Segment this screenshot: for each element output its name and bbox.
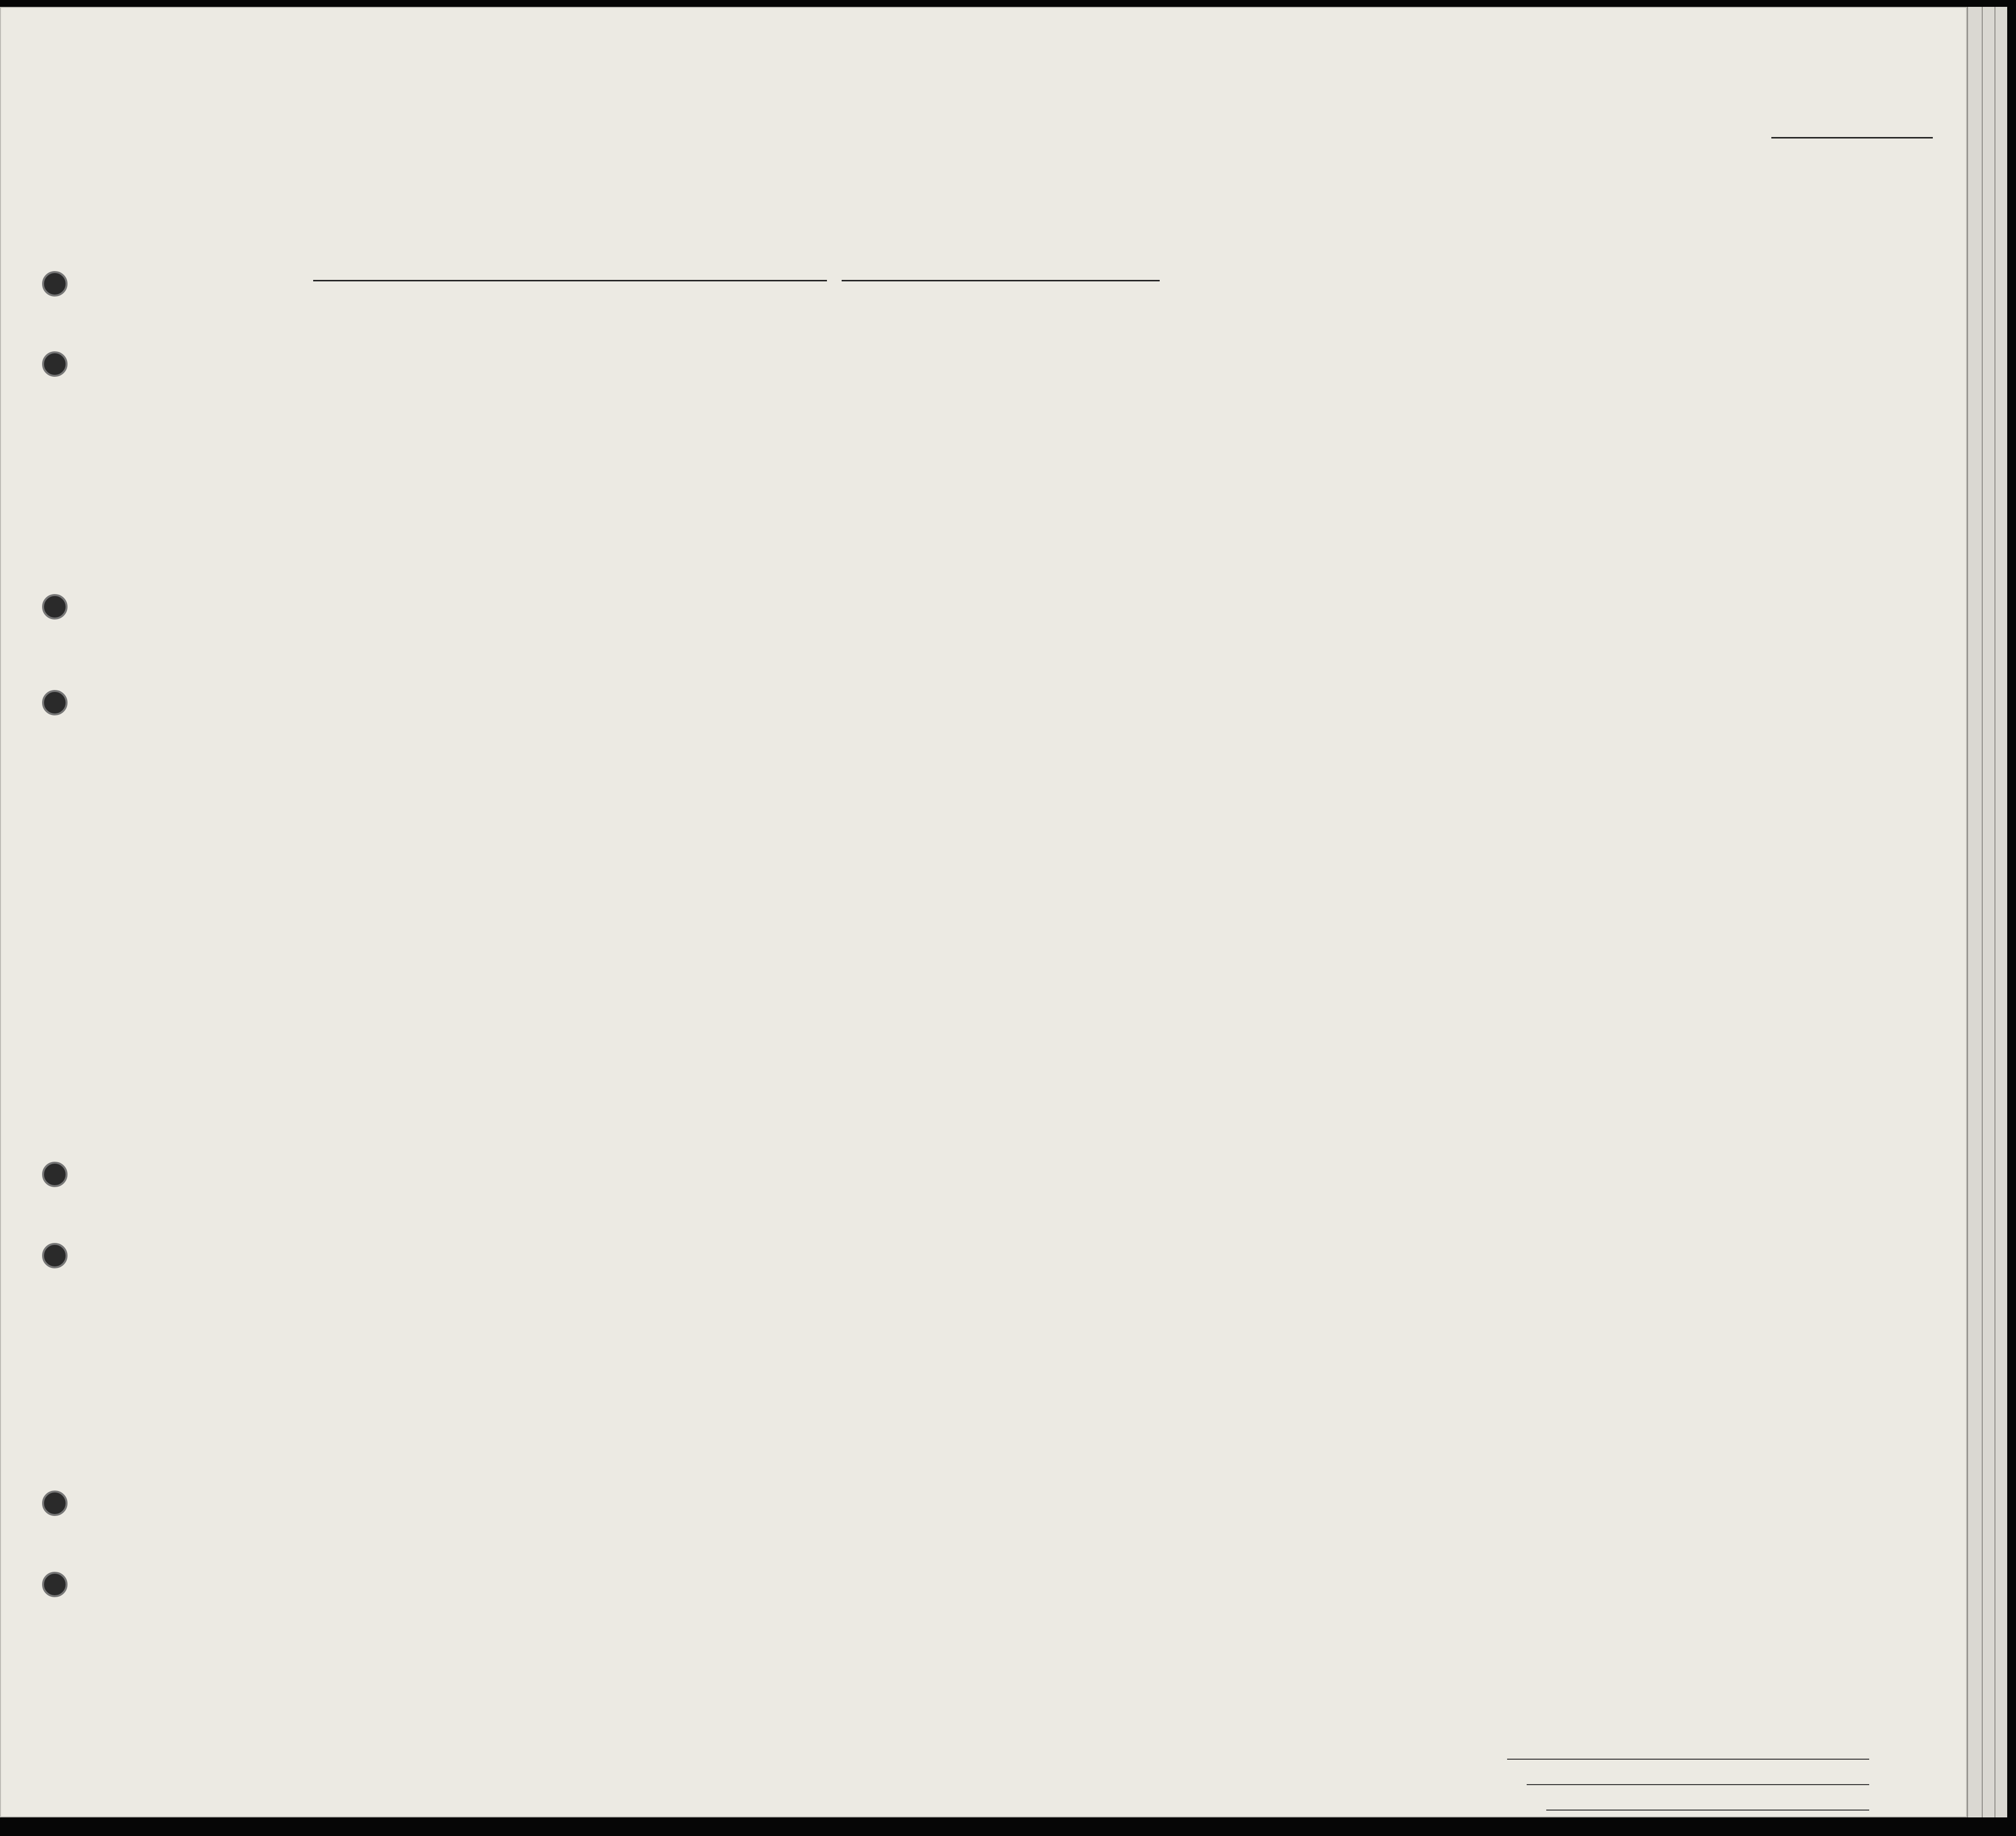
local-agents-field[interactable]: [1546, 1810, 1869, 1811]
line-field[interactable]: [1507, 1759, 1869, 1760]
owners-field[interactable]: [1527, 1784, 1869, 1785]
